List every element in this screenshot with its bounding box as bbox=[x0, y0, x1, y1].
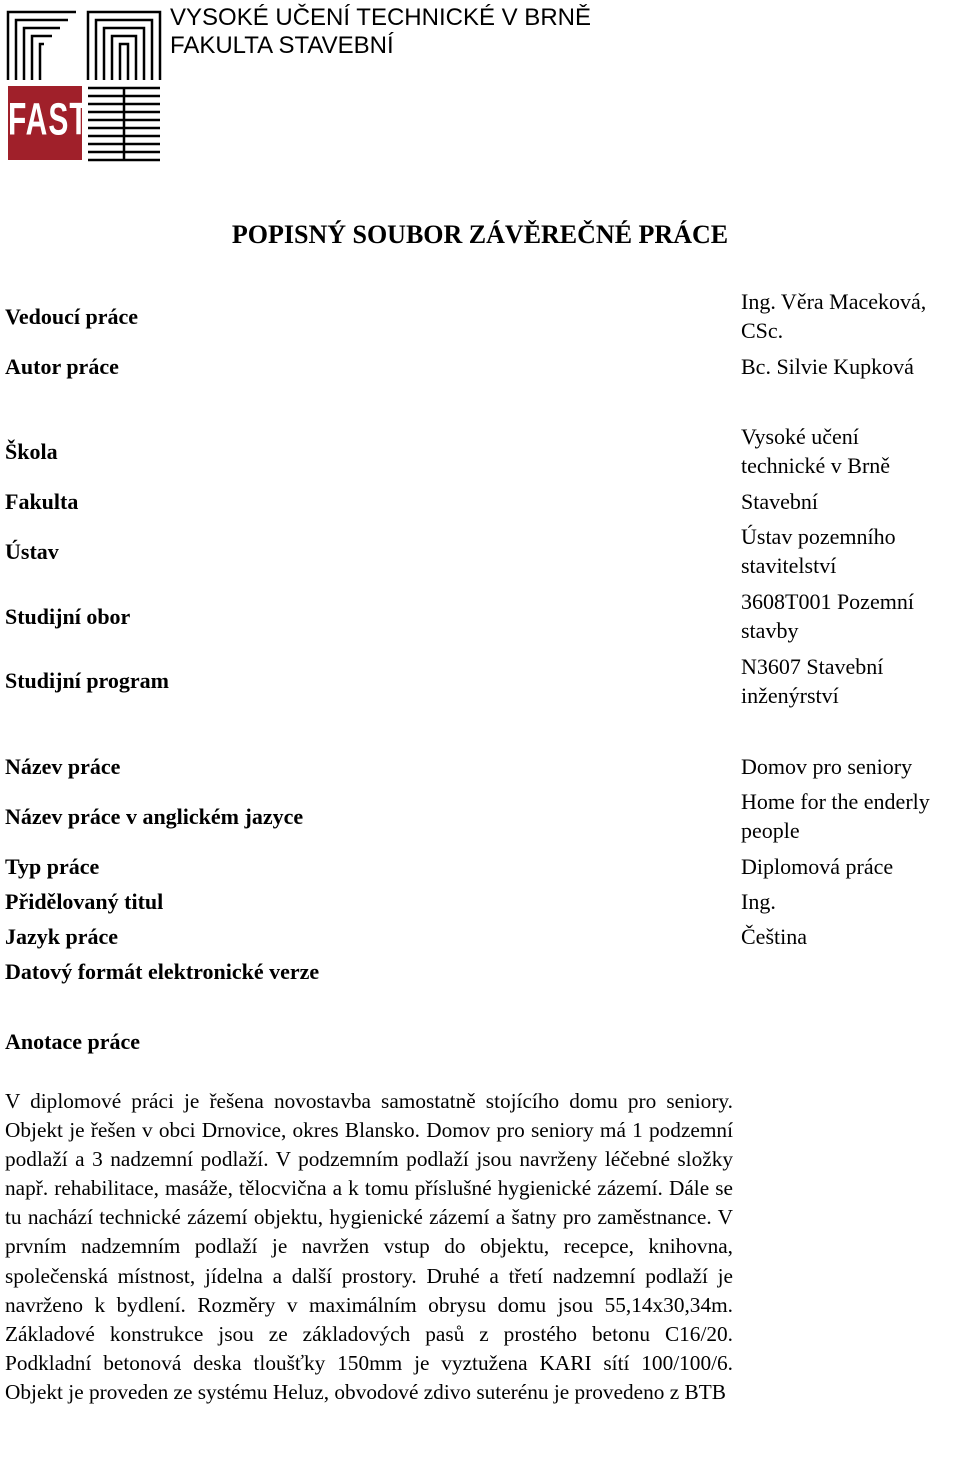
label-field: Studijní obor bbox=[5, 604, 131, 629]
value-author: Bc. Silvie Kupková bbox=[741, 354, 914, 379]
annotation-heading: Anotace práce bbox=[5, 1029, 141, 1054]
label-faculty: Fakulta bbox=[5, 489, 79, 514]
faculty-name: FAKULTA STAVEBNÍ bbox=[170, 32, 394, 59]
label-data-format: Datový formát elektronické verze bbox=[5, 959, 320, 984]
label-thesis-type: Typ práce bbox=[5, 854, 100, 879]
annotation-text: V diplomové práci je řešena novostavba samostatně stojícího domu pro seniory. Objekt je řešen v obci Drnovice, okres Blansko. Domov pro seniory má 1 podzemní podlaží a 3 nadzemní podlaží. V podzemním podlaží jsou navrženy léčebné složky např. rehabilitace, masáže, tělocvična a k tomu příslušné hygienické zázemí. Dále se tu nachází technické zázemí objektu, hygienické zázemí a šatny pro zaměstnance. V prvním nadzemním podlaží je navržen vstup do objektu, recepce, knihovna, společenská místnost, jídelna a další prostory. Druhé a třetí nadzemní podlaží je navrženo k bydlení. Rozměry v maximálním obrysu domu jsou 55,14x30,34m. Základové konstrukce jsou ze základových pasů z prostého betonu C16/20. Podkladní betonová deska tloušťky 150mm je vyztužena KARI sítí 100/100/6. Objekt je proveden ze systému Heluz, obvodové zdivo suterénu je provedeno z BTB bbox=[5, 1089, 733, 1404]
label-degree: Přidělovaný titul bbox=[5, 889, 164, 914]
value-thesis-type: Diplomová práce bbox=[741, 854, 894, 879]
label-thesis-name: Název práce bbox=[5, 754, 121, 779]
page-title: POPISNÝ SOUBOR ZÁVĚREČNÉ PRÁCE bbox=[231, 220, 729, 249]
label-institute: Ústav bbox=[5, 539, 59, 564]
header-institution bbox=[170, 4, 591, 60]
value-thesis-name: Domov pro seniory bbox=[741, 754, 913, 779]
value-faculty: Stavební bbox=[741, 489, 818, 514]
label-author: Autor práce bbox=[5, 354, 119, 379]
university-name: VYSOKÉ UČENÍ TECHNICKÉ V BRNĚ bbox=[170, 4, 591, 31]
label-supervisor: Vedoucí práce bbox=[5, 304, 139, 329]
value-school: Vysoké učení technické v Brně bbox=[741, 424, 891, 478]
value-language: Čeština bbox=[741, 924, 807, 949]
value-program: N3607 Stavební inženýrství bbox=[741, 654, 884, 708]
label-language: Jazyk práce bbox=[5, 924, 119, 949]
value-supervisor: Ing. Věra Maceková, CSc. bbox=[741, 289, 927, 343]
value-institute: Ústav pozemního stavitelství bbox=[741, 524, 896, 578]
value-thesis-name-en: Home for the enderly people bbox=[741, 789, 930, 843]
logo-text: FAST bbox=[8, 95, 89, 145]
label-program: Studijní program bbox=[5, 668, 170, 693]
value-field: 3608T001 Pozemní stavby bbox=[741, 589, 914, 643]
label-school: Škola bbox=[5, 439, 58, 464]
value-degree: Ing. bbox=[741, 889, 776, 914]
label-thesis-name-en: Název práce v anglickém jazyce bbox=[5, 804, 304, 829]
